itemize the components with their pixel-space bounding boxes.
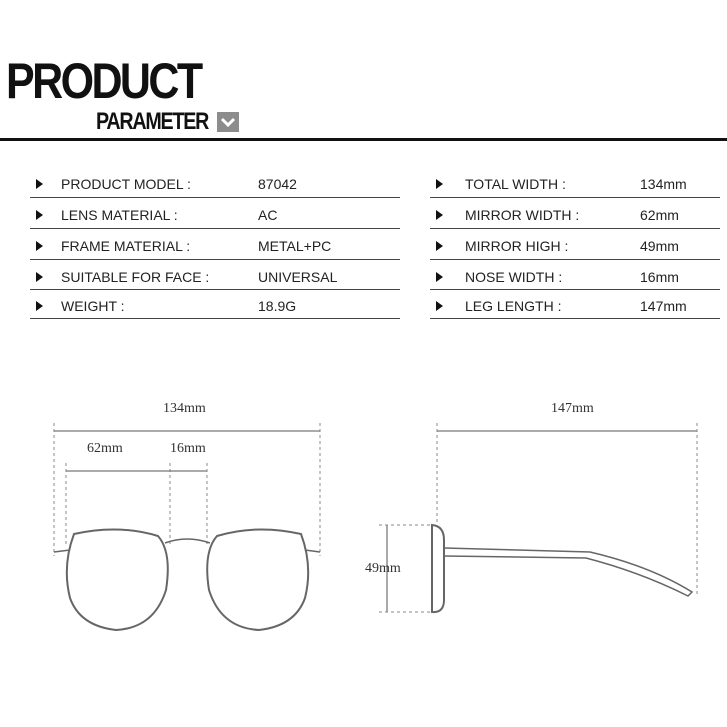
spec-label: TOTAL WIDTH :: [465, 176, 566, 192]
spec-label: NOSE WIDTH :: [465, 269, 563, 285]
leg-length-label: 147mm: [551, 401, 594, 416]
spec-label: LENS MATERIAL :: [61, 207, 178, 223]
spec-value: 16mm: [640, 269, 679, 285]
page-title: PRODUCT: [6, 53, 201, 109]
spec-value: 18.9G: [258, 298, 297, 314]
page-subtitle: PARAMETER: [96, 108, 209, 135]
spec-label: MIRROR WIDTH :: [465, 207, 580, 223]
spec-label: PRODUCT MODEL :: [61, 176, 191, 192]
spec-value: 147mm: [640, 298, 687, 314]
spec-value: 62mm: [640, 207, 679, 223]
spec-label: WEIGHT :: [61, 298, 125, 314]
spec-label: SUITABLE FOR FACE :: [61, 269, 210, 285]
spec-label: MIRROR HIGH :: [465, 238, 569, 254]
spec-value: 87042: [258, 176, 297, 192]
spec-value: 49mm: [640, 238, 679, 254]
spec-value: 134mm: [640, 176, 687, 192]
lens-height-label: 49mm: [365, 561, 401, 576]
spec-label: FRAME MATERIAL :: [61, 238, 191, 254]
lens-width-label: 62mm: [87, 441, 123, 456]
nose-width-label: 16mm: [170, 441, 206, 456]
spec-value: AC: [258, 207, 278, 223]
spec-label: LEG LENGTH :: [465, 298, 562, 314]
spec-value: METAL+PC: [258, 238, 332, 254]
total-width-label: 134mm: [163, 401, 206, 416]
spec-value: UNIVERSAL: [258, 269, 338, 285]
